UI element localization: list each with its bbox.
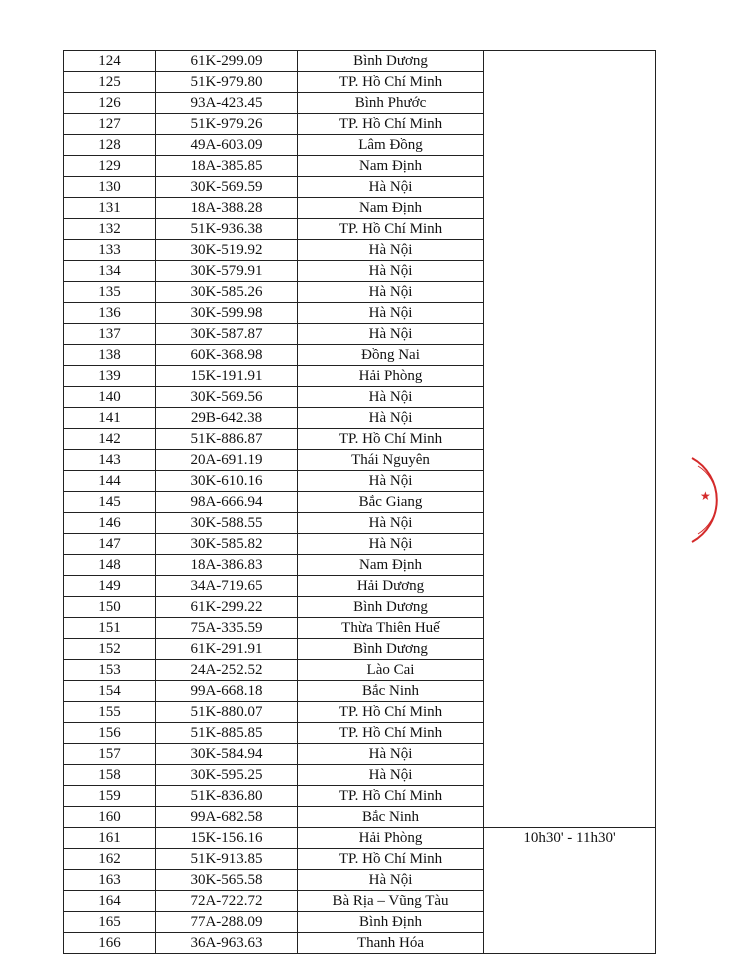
plate-number-cell: 30K-595.25 (156, 765, 298, 786)
plate-number-cell: 51K-979.26 (156, 114, 298, 135)
row-number-cell: 162 (64, 849, 156, 870)
row-number-cell: 145 (64, 492, 156, 513)
plate-number-cell: 30K-579.91 (156, 261, 298, 282)
province-cell: Hà Nội (298, 261, 484, 282)
province-cell: Hà Nội (298, 324, 484, 345)
province-cell: Hà Nội (298, 177, 484, 198)
row-number-cell: 152 (64, 639, 156, 660)
plate-number-cell: 99A-668.18 (156, 681, 298, 702)
plate-number-cell: 30K-599.98 (156, 303, 298, 324)
row-number-cell: 153 (64, 660, 156, 681)
row-number-cell: 141 (64, 408, 156, 429)
province-cell: Bình Dương (298, 51, 484, 72)
province-cell: Lâm Đồng (298, 135, 484, 156)
row-number-cell: 166 (64, 933, 156, 954)
province-cell: Hà Nội (298, 471, 484, 492)
plate-number-cell: 51K-913.85 (156, 849, 298, 870)
province-cell: Thanh Hóa (298, 933, 484, 954)
row-number-cell: 132 (64, 219, 156, 240)
plate-number-cell: 51K-886.87 (156, 429, 298, 450)
province-cell: Lào Cai (298, 660, 484, 681)
province-cell: TP. Hồ Chí Minh (298, 702, 484, 723)
province-cell: Hải Dương (298, 576, 484, 597)
plate-number-cell: 34A-719.65 (156, 576, 298, 597)
plate-number-cell: 61K-299.09 (156, 51, 298, 72)
plate-number-cell: 49A-603.09 (156, 135, 298, 156)
plate-number-cell: 93A-423.45 (156, 93, 298, 114)
row-number-cell: 159 (64, 786, 156, 807)
province-cell: Bình Phước (298, 93, 484, 114)
plate-number-cell: 61K-291.91 (156, 639, 298, 660)
province-cell: Nam Định (298, 198, 484, 219)
province-cell: TP. Hồ Chí Minh (298, 786, 484, 807)
row-number-cell: 143 (64, 450, 156, 471)
plate-number-cell: 51K-979.80 (156, 72, 298, 93)
province-cell: Hà Nội (298, 408, 484, 429)
plate-number-cell: 29B-642.38 (156, 408, 298, 429)
plate-number-cell: 20A-691.19 (156, 450, 298, 471)
row-number-cell: 155 (64, 702, 156, 723)
province-cell: Thái Nguyên (298, 450, 484, 471)
row-number-cell: 130 (64, 177, 156, 198)
row-number-cell: 140 (64, 387, 156, 408)
plate-number-cell: 51K-885.85 (156, 723, 298, 744)
plate-number-cell: 30K-519.92 (156, 240, 298, 261)
row-number-cell: 148 (64, 555, 156, 576)
row-number-cell: 125 (64, 72, 156, 93)
row-number-cell: 165 (64, 912, 156, 933)
table-row (64, 51, 656, 72)
time-slot-cell: 10h30' - 11h30' (484, 828, 656, 954)
province-cell: Hà Nội (298, 387, 484, 408)
row-number-cell: 135 (64, 282, 156, 303)
row-number-cell: 156 (64, 723, 156, 744)
province-cell: Hà Nội (298, 744, 484, 765)
plate-number-cell: 30K-569.56 (156, 387, 298, 408)
plate-number-cell: 36A-963.63 (156, 933, 298, 954)
plate-number-cell: 18A-388.28 (156, 198, 298, 219)
svg-text:★: ★ (700, 489, 711, 503)
province-cell: Bà Rịa – Vũng Tàu (298, 891, 484, 912)
province-cell: Bình Dương (298, 597, 484, 618)
plate-number-cell: 18A-386.83 (156, 555, 298, 576)
plate-number-cell: 51K-836.80 (156, 786, 298, 807)
province-cell: Bình Dương (298, 639, 484, 660)
province-cell: Hà Nội (298, 870, 484, 891)
plate-number-cell: 30K-588.55 (156, 513, 298, 534)
row-number-cell: 133 (64, 240, 156, 261)
table-row (64, 828, 656, 849)
province-cell: Hải Phòng (298, 366, 484, 387)
row-number-cell: 151 (64, 618, 156, 639)
row-number-cell: 128 (64, 135, 156, 156)
province-cell: TP. Hồ Chí Minh (298, 72, 484, 93)
plate-number-cell: 30K-585.26 (156, 282, 298, 303)
plate-number-cell: 30K-585.82 (156, 534, 298, 555)
province-cell: Hà Nội (298, 765, 484, 786)
row-number-cell: 158 (64, 765, 156, 786)
row-number-cell: 154 (64, 681, 156, 702)
province-cell: TP. Hồ Chí Minh (298, 849, 484, 870)
province-cell: Đồng Nai (298, 345, 484, 366)
plate-number-cell: 60K-368.98 (156, 345, 298, 366)
time-slot-cell (484, 51, 656, 828)
plate-number-cell: 30K-587.87 (156, 324, 298, 345)
province-cell: Thừa Thiên Huế (298, 618, 484, 639)
row-number-cell: 126 (64, 93, 156, 114)
row-number-cell: 150 (64, 597, 156, 618)
row-number-cell: 142 (64, 429, 156, 450)
province-cell: Hà Nội (298, 534, 484, 555)
plate-number-cell: 18A-385.85 (156, 156, 298, 177)
row-number-cell: 164 (64, 891, 156, 912)
row-number-cell: 127 (64, 114, 156, 135)
row-number-cell: 124 (64, 51, 156, 72)
plate-number-cell: 61K-299.22 (156, 597, 298, 618)
row-number-cell: 144 (64, 471, 156, 492)
plate-number-cell: 15K-156.16 (156, 828, 298, 849)
table-body (64, 51, 656, 954)
row-number-cell: 146 (64, 513, 156, 534)
plate-number-cell: 24A-252.52 (156, 660, 298, 681)
plate-number-cell: 30K-584.94 (156, 744, 298, 765)
row-number-cell: 147 (64, 534, 156, 555)
row-number-cell: 149 (64, 576, 156, 597)
plate-number-cell: 99A-682.58 (156, 807, 298, 828)
row-number-cell: 136 (64, 303, 156, 324)
red-seal-stamp-icon (686, 452, 730, 548)
province-cell: TP. Hồ Chí Minh (298, 429, 484, 450)
province-cell: Hà Nội (298, 303, 484, 324)
row-number-cell: 131 (64, 198, 156, 219)
row-number-cell: 161 (64, 828, 156, 849)
row-number-cell: 163 (64, 870, 156, 891)
province-cell: Bắc Ninh (298, 807, 484, 828)
plate-number-cell: 51K-936.38 (156, 219, 298, 240)
plate-number-cell: 30K-610.16 (156, 471, 298, 492)
province-cell: Bắc Ninh (298, 681, 484, 702)
plate-number-cell: 15K-191.91 (156, 366, 298, 387)
row-number-cell: 139 (64, 366, 156, 387)
license-plate-table (63, 50, 656, 954)
plate-number-cell: 77A-288.09 (156, 912, 298, 933)
row-number-cell: 137 (64, 324, 156, 345)
row-number-cell: 157 (64, 744, 156, 765)
plate-number-cell: 98A-666.94 (156, 492, 298, 513)
plate-number-cell: 30K-565.58 (156, 870, 298, 891)
row-number-cell: 134 (64, 261, 156, 282)
plate-number-cell: 72A-722.72 (156, 891, 298, 912)
plate-number-cell: 51K-880.07 (156, 702, 298, 723)
province-cell: Hà Nội (298, 282, 484, 303)
province-cell: Bình Định (298, 912, 484, 933)
province-cell: Nam Định (298, 555, 484, 576)
province-cell: Bắc Giang (298, 492, 484, 513)
plate-number-cell: 75A-335.59 (156, 618, 298, 639)
province-cell: Hà Nội (298, 240, 484, 261)
province-cell: TP. Hồ Chí Minh (298, 723, 484, 744)
province-cell: Hà Nội (298, 513, 484, 534)
plate-number-cell: 30K-569.59 (156, 177, 298, 198)
row-number-cell: 129 (64, 156, 156, 177)
province-cell: Nam Định (298, 156, 484, 177)
row-number-cell: 160 (64, 807, 156, 828)
row-number-cell: 138 (64, 345, 156, 366)
province-cell: TP. Hồ Chí Minh (298, 114, 484, 135)
province-cell: TP. Hồ Chí Minh (298, 219, 484, 240)
province-cell: Hải Phòng (298, 828, 484, 849)
